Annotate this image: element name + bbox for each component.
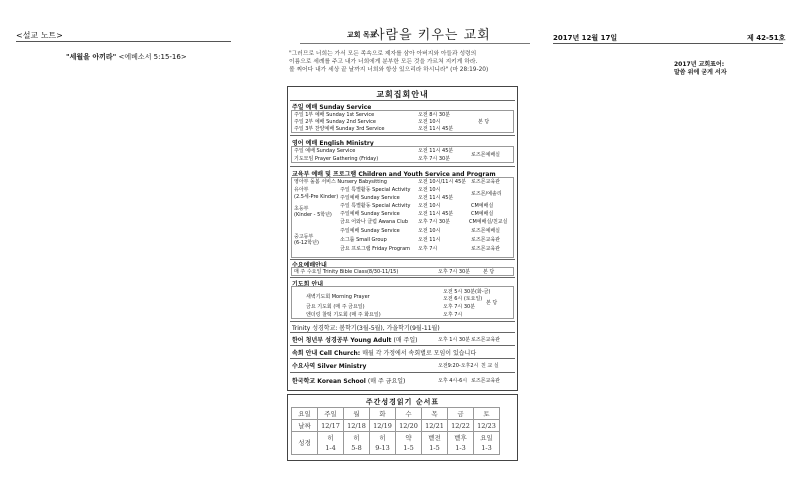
reading-cell [474,432,500,455]
service-time: 오전 11시 45분 [418,126,454,132]
book-name: 히 [379,434,386,442]
korean-school-detail: (매 주 금요일) [367,378,406,385]
reading-books-row [292,432,500,455]
prayer-name: 금요 기도회 (매 주 금요일) [306,304,365,310]
divider [290,135,515,136]
book-name: 벧전 [428,434,441,442]
service-time: 오전 8시 30분 [418,112,451,118]
prayer-name: 새벽기도회 Morning Prayer [306,294,370,300]
program-name: 소그룹 Small Group [340,237,387,243]
young-adult-detail: (매 주일) [393,337,418,344]
reading-cell: 요일 [292,408,318,420]
book-name: 히 [353,434,360,442]
chapters: 1-5 [429,444,440,452]
reading-cell [396,432,422,455]
reading-cell: 12/23 [474,420,500,432]
reading-cell [370,432,396,455]
service-name: 기도모임 Prayer Gathering (Friday) [294,156,379,162]
dept-sub: (2.5세-Pre Kinder) [294,194,339,200]
program-time: 오전 11시 45분 [418,195,454,201]
wednesday-heading: 수요예배안내 [292,262,327,269]
sermon-reference: <에베소서 5:15-16> [118,53,187,61]
reading-table [291,407,500,455]
program-name: 금요 프로그램 Friday Program [340,246,410,252]
trinity-school: Trinity 성경학교: 봄학기(3월-5월), 가을학기(9월-11월) [292,325,440,332]
reading-cell: 12/18 [344,420,370,432]
program-place: 로즈몬/예솔리 [471,191,502,197]
service-time: 오후 7시 30분 [438,269,471,275]
chapters: 1-3 [455,444,466,452]
silver-ministry-place: 친 교 실 [481,363,499,369]
program-time: 오전 11시 [418,237,441,243]
program-place: CM예배실 [471,211,494,217]
reading-cell: 화 [370,408,396,420]
reading-cell [448,432,474,455]
program-time: 오전 10시 [418,228,441,234]
service-place: 로즈몬예배실 [471,152,500,158]
service-time: 오후 7시 30분 [418,156,451,162]
reading-cell: 12/21 [422,420,448,432]
prayer-time: 오후 7시 30분 [443,304,476,310]
scripture-verse [289,50,529,74]
reading-cell: 금 [448,408,474,420]
service-name: 주일 2부 예배 Sunday 2nd Service [294,119,376,125]
program-name: 금요 어와나 클럽 Awana Club [340,219,408,225]
book-name: 약 [405,434,412,442]
program-place: 로즈몬교육관 [471,237,500,243]
verse-line: "그러므로 너희는 가서 모든 족속으로 제자를 삼아 아버지와 아들과 성령의 [289,51,477,57]
church-goal [674,61,727,77]
silver-ministry-label: 수요사역 Silver Ministry [292,363,367,370]
dept-sub: (Kinder - 5학년) [294,212,332,218]
education-heading: 교육부 예배 및 프로그램 Children and Youth Service and Program [292,171,496,178]
korean-school-place: 로즈몬교육관 [471,378,500,384]
program-name: 주일예배 Sunday Service [340,195,400,201]
prayer-time: 오전 5시 30분(화-금) [443,289,491,295]
service-name: 주일 예배 Sunday Service [294,148,356,154]
program-place: CM예배실/친교실 [469,219,508,225]
sermon-title-line [66,52,187,62]
prayer-name: 엔더링 찰떡 기도회 (매 주 화요일) [306,312,381,318]
prayer-place: 본 당 [486,300,498,306]
divider [290,100,515,101]
verse-line: 볼 찌어다 내가 세상 끝 날까지 너희와 항상 있으리라 하시니라" (마 28:19-20) [289,67,489,73]
reading-cell: 12/22 [448,420,474,432]
chapters: 1-5 [403,444,414,452]
cell-church-detail: 매월 각 가정에서 속회별로 모임이 있습니다 [362,350,477,357]
goal-text: 말씀 위에 굳게 서자 [674,69,727,76]
service-name: 주일 1부 예배 Sunday 1st Service [294,112,375,118]
reading-cell: 12/20 [396,420,422,432]
goal-label: 2017년 교회표어: [674,61,725,68]
sermon-note-label: <설교 노트> [16,31,63,40]
dept-label: 유아부 [294,187,309,193]
reading-cell [318,432,344,455]
korean-school-time: 오후 4시-6시 [438,378,468,384]
program-place: 로즈몬교육관 [471,179,500,185]
reading-cell: 12/19 [370,420,396,432]
divider [290,166,515,167]
dept-label: 초등부 [294,206,309,212]
dept-label: 중고등부 [294,234,314,240]
bulletin-date: 2017년 12월 17일 [553,34,618,42]
young-adult-time: 오후 1시 30분 [438,337,471,343]
reading-cell [292,432,318,455]
divider [290,372,515,373]
program-name: 주일예배 Sunday Service [340,228,400,234]
program-name: 영아부 돌봄 서비스 Nursery Babysitting [294,179,387,185]
reading-cell: 주일 [318,408,344,420]
program-name: 주일 특별활동 Special Activity [340,187,411,193]
chapters: 1-4 [325,444,336,452]
young-adult-place: 로즈몬교육관 [471,337,500,343]
dept-sub: (6-12학년) [294,240,319,246]
cell-church [292,348,476,357]
program-time: 오전 11시 45분 [418,211,454,217]
reading-cell: 월 [344,408,370,420]
reading-cell [422,432,448,455]
korean-school-label: 한국학교 Korean School [292,378,366,385]
divider [290,332,515,333]
reading-title: 주간성경읽기 순서표 [365,398,440,406]
divider [290,277,515,278]
divider [300,43,530,44]
program-time: 오후 7시 [418,246,438,252]
prayer-heading: 기도회 안내 [292,281,324,288]
program-name: 주일예배 Sunday Service [340,211,400,217]
service-name: 매 주 수요일 Trinity Bible Class(8/30-11/15) [294,269,399,275]
program-place: 로즈몬교육관 [471,246,500,252]
service-place: 본 당 [483,269,495,275]
silver-ministry-time: 오전9:20-오후2시 [438,363,479,369]
chapters: 1-3 [481,444,492,452]
sermon-title: "세월을 아끼라" [66,53,117,61]
reading-dates-row [292,420,500,432]
chapters: 5-8 [351,444,362,452]
program-time: 오전 10시/11시 45분 [418,179,467,185]
program-name: 주일 특별활동 Special Activity [340,203,411,209]
program-place: CM예배실 [471,203,494,209]
service-name: 주일 3부 찬양예배 Sunday 3rd Service [294,126,385,132]
divider [16,41,231,42]
divider [290,321,515,322]
program-time: 오후 7시 30분 [418,219,451,225]
verse-line: 이름으로 세례를 주고 내가 너희에게 분부한 모든 것을 가르쳐 지키게 하라. [289,59,478,65]
reading-cell: 수 [396,408,422,420]
service-time: 오전 11시 45분 [418,148,454,154]
church-motto: 사람을 키우는 교회 [372,28,491,43]
reading-cell: 토 [474,408,500,420]
schedule-box [287,86,518,391]
book-name: 벧후 [454,434,467,442]
reading-cell [344,432,370,455]
book-name: 히 [327,434,334,442]
divider [290,358,515,359]
reading-cell: 날짜 [292,420,318,432]
divider [553,43,783,44]
prayer-time: 오후 7시 [443,312,463,318]
divider [290,345,515,346]
service-place: 본 당 [478,119,490,125]
chapters: 9-13 [375,444,390,452]
program-time: 오전 10시 [418,203,441,209]
bible-reading-box [287,394,518,461]
prayer-time: 오전 6시 (토요일) [443,296,483,302]
reading-cell: 목 [422,408,448,420]
cell-church-label: 속회 안내 Cell Church: [292,350,361,357]
young-adult [292,335,418,344]
sunday-service-heading: 주일 예배 Sunday Service [292,104,372,111]
issue-number: 제 42-51호 [747,34,786,42]
program-time: 오전 10시 [418,187,441,193]
english-ministry-heading: 영어 예배 English Ministry [292,140,374,147]
book-name: 요일 [480,434,493,442]
reading-days-row [292,408,500,420]
korean-school [292,376,405,385]
reading-cell: 12/17 [318,420,344,432]
schedule-title: 교회집회안내 [376,90,429,99]
service-time: 오전 10시 [418,119,441,125]
program-place: 로즈몬예배실 [471,228,500,234]
young-adult-label: 한어 청년부 성경공부 Young Adult [292,337,392,344]
book-name: 성경 [298,439,311,447]
motto-label: 교회 목표 [347,31,377,39]
